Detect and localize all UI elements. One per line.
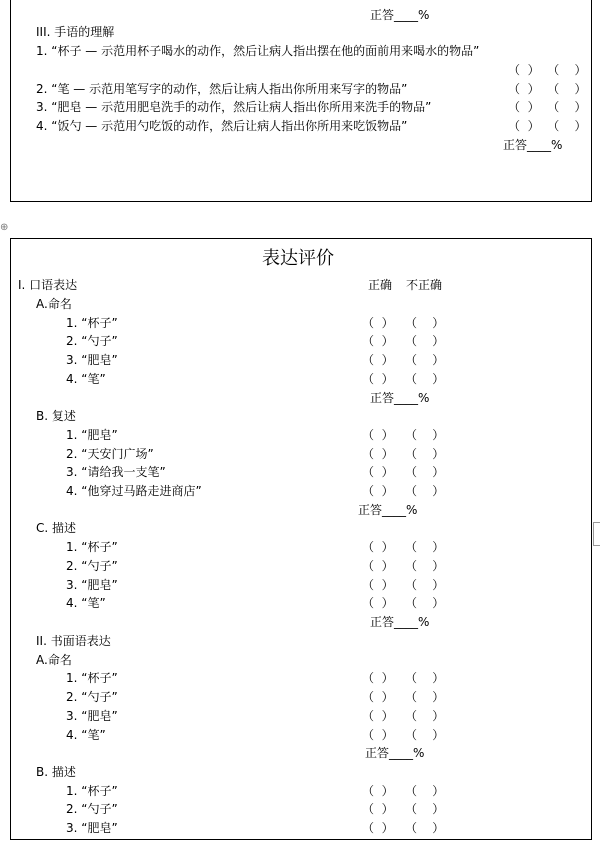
- oral-naming-item-3: 3. “肥皂”: [66, 353, 118, 367]
- written-describe-item-1: 1. “杯子”: [66, 784, 118, 798]
- top-item-1-answers[interactable]: （ ） （ ）: [508, 63, 587, 77]
- oral-naming-item-1: 1. “杯子”: [66, 316, 118, 330]
- oral-naming-item-3-correct[interactable]: （ ）: [362, 353, 394, 367]
- written-naming-item-3-incorrect[interactable]: （ ）: [405, 709, 445, 723]
- oral-naming-item-2-incorrect[interactable]: （ ）: [405, 334, 445, 348]
- top-item-2: 2. “笔 — 示范用笔写字的动作，然后让病人指出你所用来写字的物品”: [36, 82, 408, 96]
- oral-repeat-item-2-correct[interactable]: （ ）: [362, 447, 394, 461]
- written-naming-item-4-correct[interactable]: （ ）: [362, 728, 394, 742]
- written-describe-item-2: 2. “勺子”: [66, 802, 118, 816]
- oral-repeat-item-1-incorrect[interactable]: （ ）: [405, 428, 445, 442]
- oral-naming-item-1-incorrect[interactable]: （ ）: [405, 316, 445, 330]
- col-correct-header: 正确: [368, 278, 393, 292]
- oral-naming-item-4-incorrect[interactable]: （ ）: [405, 372, 445, 386]
- written-naming-item-2-incorrect[interactable]: （ ）: [405, 690, 445, 704]
- written-naming-item-4: 4. “笔”: [66, 728, 106, 742]
- written-describe-item-2-correct[interactable]: （ ）: [362, 802, 394, 816]
- written-naming-item-4-incorrect[interactable]: （ ）: [405, 728, 445, 742]
- oral-repeat-correct-rate: 正答____%: [358, 503, 418, 517]
- top-item-2-answers[interactable]: （ ） （ ）: [508, 82, 587, 96]
- oral-naming-item-2: 2. “勺子”: [66, 334, 118, 348]
- written-naming-item-3: 3. “肥皂”: [66, 709, 118, 723]
- written-naming-item-2: 2. “勺子”: [66, 690, 118, 704]
- oral-describe-item-3: 3. “肥皂”: [66, 578, 118, 592]
- move-handle-icon[interactable]: ⊕: [0, 222, 9, 233]
- top-item-3: 3. “肥皂 — 示范用肥皂洗手的动作，然后让病人指出你所用来洗手的物品”: [36, 100, 432, 114]
- oral-describe-item-4-incorrect[interactable]: （ ）: [405, 596, 445, 610]
- oral-describe-item-1-correct[interactable]: （ ）: [362, 540, 394, 554]
- oral-naming-item-2-correct[interactable]: （ ）: [362, 334, 394, 348]
- oral-naming-heading: A.命名: [36, 297, 72, 311]
- oral-describe-item-1: 1. “杯子”: [66, 540, 118, 554]
- written-describe-item-2-incorrect[interactable]: （ ）: [405, 802, 445, 816]
- oral-repeat-item-2-incorrect[interactable]: （ ）: [405, 447, 445, 461]
- oral-describe-item-4-correct[interactable]: （ ）: [362, 596, 394, 610]
- written-naming-item-1: 1. “杯子”: [66, 671, 118, 685]
- top-item-4: 4. “饭勺 — 示范用勺吃饭的动作，然后让病人指出你所用来吃饭物品”: [36, 119, 408, 133]
- oral-naming-correct-rate: 正答____%: [370, 391, 430, 405]
- oral-naming-item-4-correct[interactable]: （ ）: [362, 372, 394, 386]
- written-describe-item-1-correct[interactable]: （ ）: [362, 784, 394, 798]
- oral-describe-item-4: 4. “笔”: [66, 596, 106, 610]
- oral-repeat-item-4-correct[interactable]: （ ）: [362, 484, 394, 498]
- oral-describe-item-1-incorrect[interactable]: （ ）: [405, 540, 445, 554]
- oral-expression-heading: I. 口语表达: [18, 278, 78, 292]
- top-correct-rate-1: 正答____%: [370, 8, 430, 22]
- oral-describe-heading: C. 描述: [36, 521, 77, 535]
- oral-naming-item-4: 4. “笔”: [66, 372, 106, 386]
- top-item-1: 1. “杯子 — 示范用杯子喝水的动作，然后让病人指出摆在他的面前用来喝水的物品”: [36, 44, 480, 58]
- oral-describe-item-2: 2. “勺子”: [66, 559, 118, 573]
- oral-describe-item-2-incorrect[interactable]: （ ）: [405, 559, 445, 573]
- oral-repeat-item-3-correct[interactable]: （ ）: [362, 465, 394, 479]
- oral-repeat-item-4: 4. “他穿过马路走进商店”: [66, 484, 202, 498]
- written-naming-item-3-correct[interactable]: （ ）: [362, 709, 394, 723]
- oral-repeat-item-1-correct[interactable]: （ ）: [362, 428, 394, 442]
- top-item-4-answers[interactable]: （ ） （ ）: [508, 119, 587, 133]
- oral-repeat-item-1: 1. “肥皂”: [66, 428, 118, 442]
- expression-eval-title: 表达评价: [262, 248, 334, 269]
- written-naming-item-2-correct[interactable]: （ ）: [362, 690, 394, 704]
- oral-repeat-item-3-incorrect[interactable]: （ ）: [405, 465, 445, 479]
- sign-comprehension-heading: III. 手语的理解: [36, 25, 115, 39]
- written-describe-item-1-incorrect[interactable]: （ ）: [405, 784, 445, 798]
- written-naming-item-1-correct[interactable]: （ ）: [362, 671, 394, 685]
- oral-naming-item-1-correct[interactable]: （ ）: [362, 316, 394, 330]
- col-incorrect-header: 不正确: [406, 278, 443, 292]
- written-expression-heading: II. 书面语表达: [36, 634, 111, 648]
- top-item-3-answers[interactable]: （ ） （ ）: [508, 100, 587, 114]
- written-describe-item-3-correct[interactable]: （ ）: [362, 821, 394, 835]
- written-describe-item-3: 3. “肥皂”: [66, 821, 118, 835]
- oral-describe-item-2-correct[interactable]: （ ）: [362, 559, 394, 573]
- written-naming-correct-rate: 正答____%: [365, 746, 425, 760]
- oral-repeat-item-4-incorrect[interactable]: （ ）: [405, 484, 445, 498]
- written-describe-item-3-incorrect[interactable]: （ ）: [405, 821, 445, 835]
- written-naming-item-1-incorrect[interactable]: （ ）: [405, 671, 445, 685]
- oral-repeat-item-2: 2. “天安门广场”: [66, 447, 154, 461]
- oral-describe-item-3-incorrect[interactable]: （ ）: [405, 578, 445, 592]
- oral-repeat-heading: B. 复述: [36, 409, 76, 423]
- oral-naming-item-3-incorrect[interactable]: （ ）: [405, 353, 445, 367]
- top-correct-rate-2: 正答____%: [503, 138, 563, 152]
- oral-describe-correct-rate: 正答____%: [370, 615, 430, 629]
- written-naming-heading: A.命名: [36, 653, 72, 667]
- page-edge-marker: [593, 522, 600, 546]
- oral-repeat-item-3: 3. “请给我一支笔”: [66, 465, 166, 479]
- written-describe-heading: B. 描述: [36, 765, 76, 779]
- oral-describe-item-3-correct[interactable]: （ ）: [362, 578, 394, 592]
